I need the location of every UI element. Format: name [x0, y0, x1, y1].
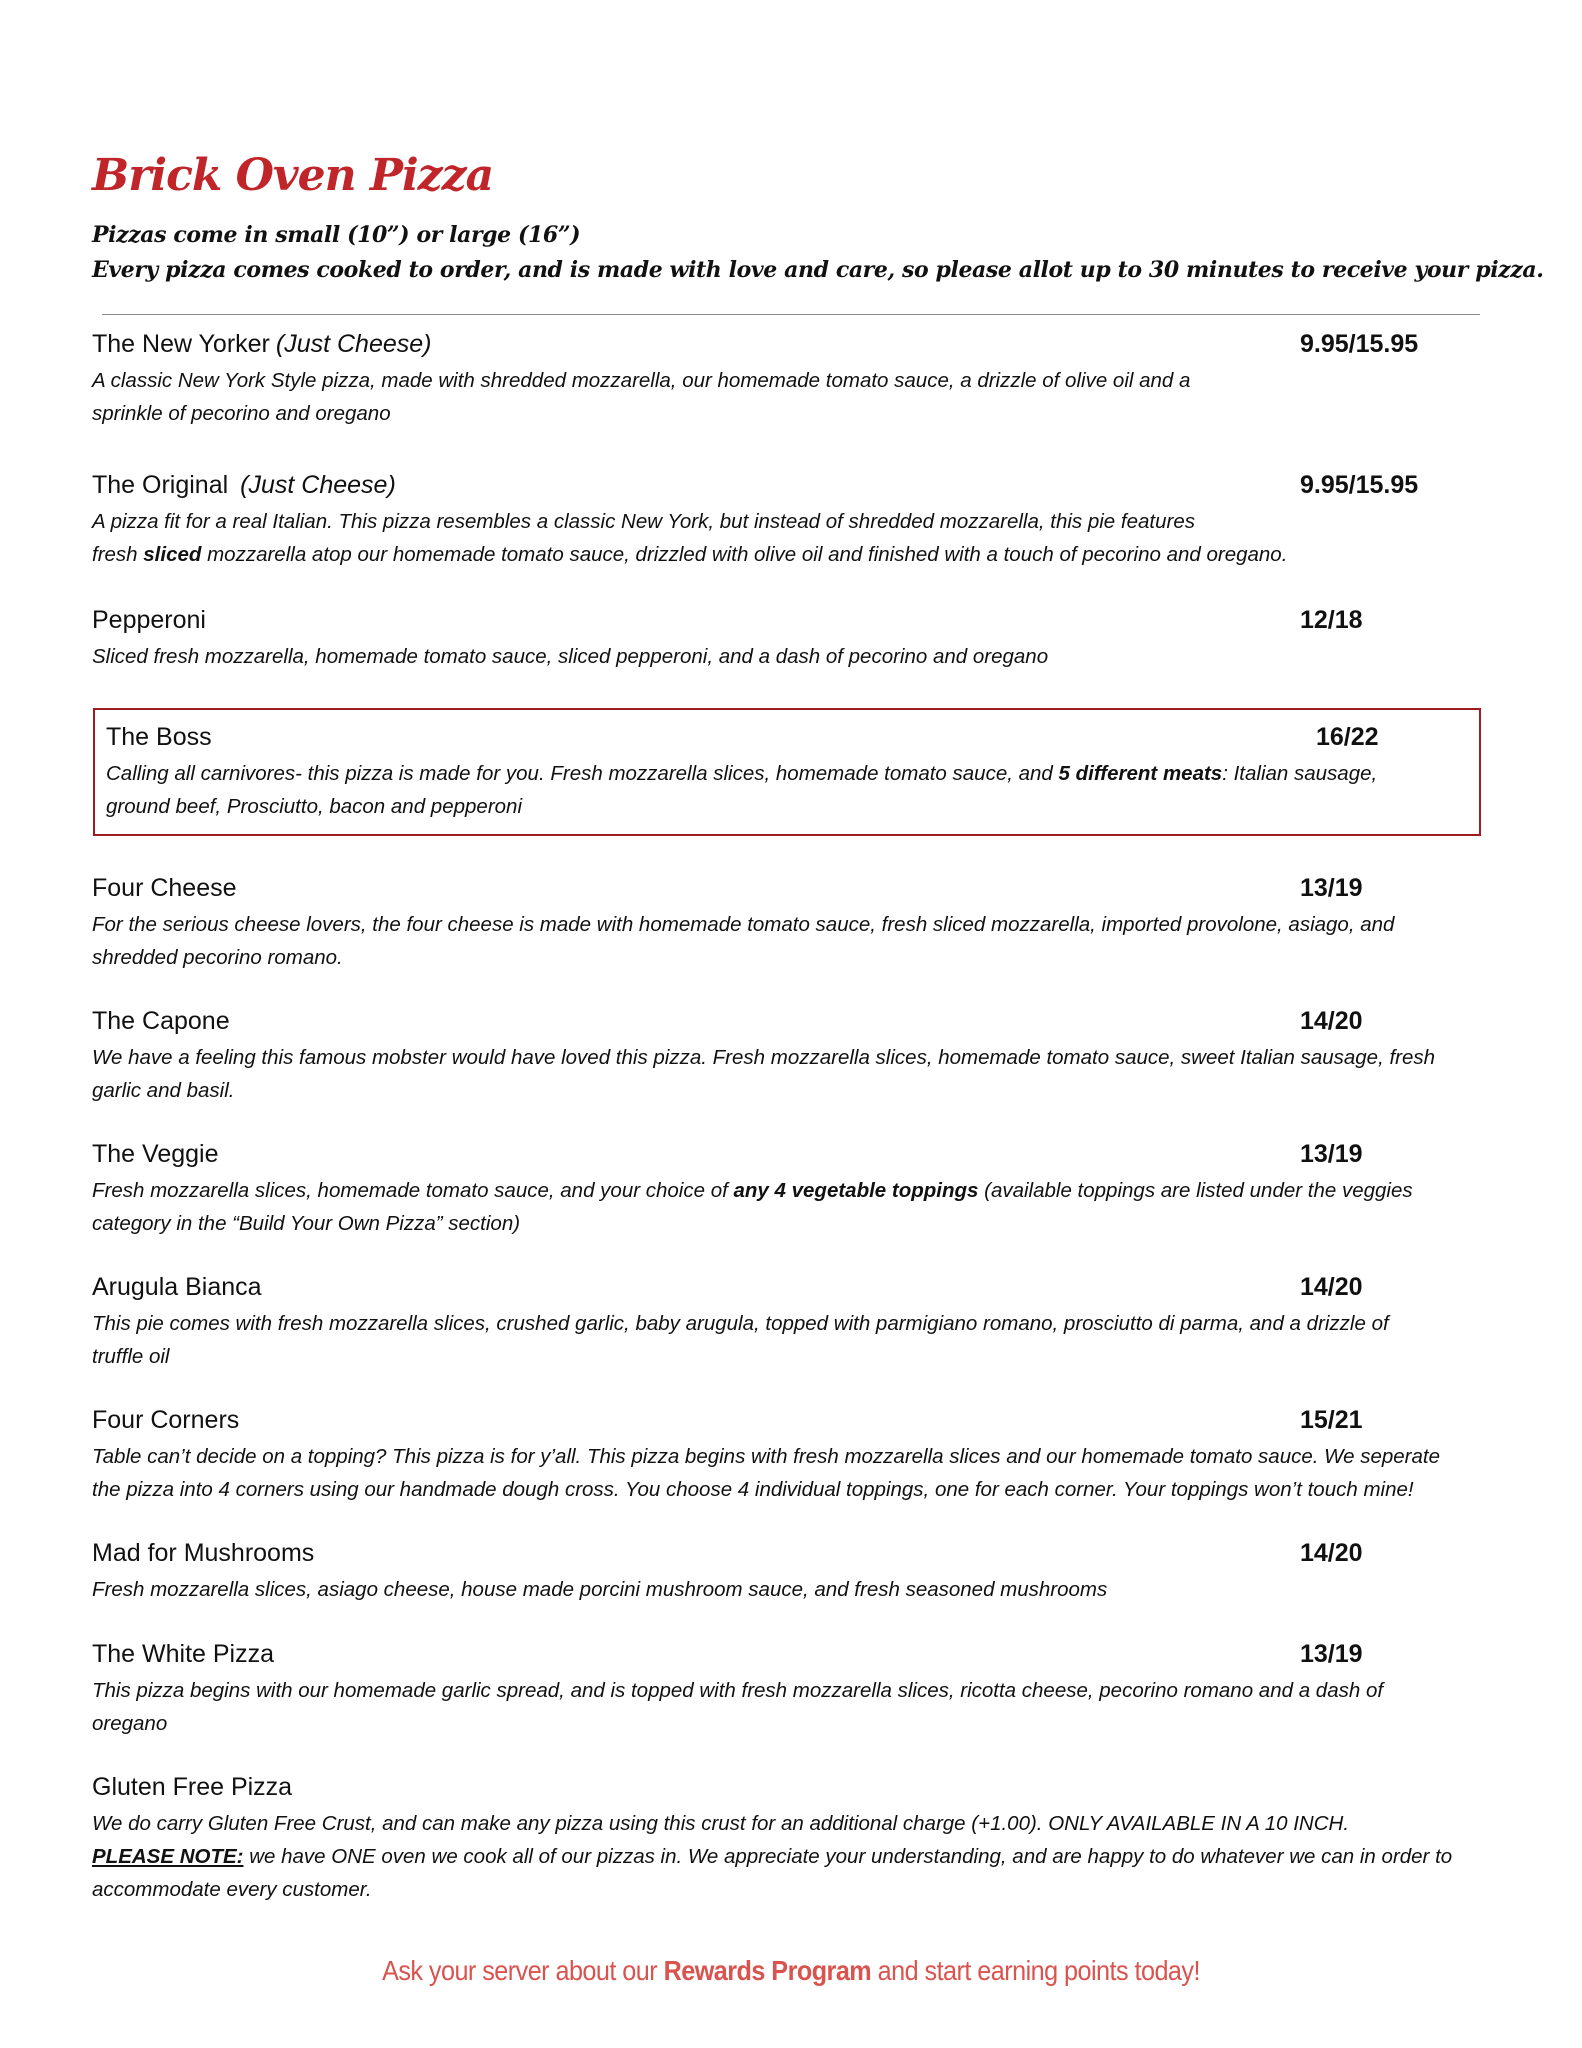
menu-item-new-yorker	[92, 330, 1492, 430]
item-description: A classic New York Style pizza, made with shredded mozzarella, our homemade tomato sauce, a drizzle of olive oil and a sprinkle of pecorino and oregano	[92, 369, 1191, 425]
item-description: Sliced fresh mozzarella, homemade tomato sauce, sliced pepperoni, and a dash of pecorino and oregano	[92, 645, 1049, 668]
menu-item-mad-for-mushrooms	[92, 1539, 1492, 1606]
item-description: For the serious cheese lovers, the four cheese is made with homemade tomato sauce, fresh sliced mozzarella, imported provolone, asiago, and shredded pecorino romano.	[92, 913, 1395, 969]
menu-item-original	[92, 471, 1492, 571]
item-name: Gluten Free Pizza	[92, 1773, 293, 1801]
item-description: A pizza fit for a real Italian. This pizza resembles a classic New York, but instead of shredded mozzarella, this pie features fresh sliced mozzarella atop our homemade tomato sauce, drizzled with olive oil and finished with a touch of pecorino and oregano.	[92, 510, 1288, 566]
item-name: The Veggie	[92, 1140, 219, 1168]
size-info: Pizzas come in small (10”) or large (16”)	[92, 222, 581, 248]
item-price: 9.95/15.95	[1300, 471, 1419, 499]
item-price: 13/19	[1300, 1140, 1363, 1168]
item-name: The Boss	[106, 723, 212, 751]
menu-item-capone	[92, 1007, 1492, 1107]
item-price: 14/20	[1300, 1007, 1363, 1035]
item-name: The New Yorker (Just Cheese)	[92, 330, 432, 358]
item-description: We do carry Gluten Free Crust, and can make any pizza using this crust for an additional charge (+1.00). ONLY AVAILABLE IN A 10 INCH. PLEASE NOTE: we have ONE oven we cook all of our pizzas in. We appreciate your understanding, and are happy to do whatever we can in order to accommodate every customer.	[92, 1812, 1453, 1901]
item-price: 12/18	[1300, 606, 1363, 634]
order-info: Every pizza comes cooked to order, and is made with love and care, so please allot up to 30 minutes to receive your pizza.	[92, 257, 1544, 283]
item-name: Four Cheese	[92, 874, 237, 902]
item-description: Fresh mozzarella slices, homemade tomato sauce, and your choice of any 4 vegetable toppings (available toppings are listed under the veggies category in the “Build Your Own Pizza” section)	[92, 1179, 1413, 1235]
item-description: This pie comes with fresh mozzarella slices, crushed garlic, baby arugula, topped with parmigiano romano, prosciutto di parma, and a drizzle of truffle oil	[92, 1312, 1389, 1368]
item-description: Fresh mozzarella slices, asiago cheese, house made porcini mushroom sauce, and fresh seasoned mushrooms	[92, 1578, 1108, 1601]
menu-item-four-corners	[92, 1406, 1492, 1506]
please-note-label: PLEASE NOTE:	[92, 1845, 244, 1868]
item-name: The White Pizza	[92, 1640, 275, 1668]
item-price: 13/19	[1300, 1640, 1363, 1668]
item-description: Table can’t decide on a topping? This pizza is for y’all. This pizza begins with fresh mozzarella slices and our homemade tomato sauce. We seperate the pizza into 4 corners using our handmade dough cross. You choose 4 individual toppings, one for each corner. Your toppings won’t touch mine!	[92, 1445, 1441, 1501]
menu-item-four-cheese	[92, 874, 1492, 974]
item-price: 15/21	[1300, 1406, 1363, 1434]
item-price: 14/20	[1300, 1539, 1363, 1567]
item-name: Four Corners	[92, 1406, 240, 1434]
item-price: 9.95/15.95	[1300, 330, 1419, 358]
item-name: The Capone	[92, 1007, 230, 1035]
item-name: The Original (Just Cheese)	[92, 471, 396, 499]
divider	[102, 314, 1480, 315]
item-price: 16/22	[1316, 723, 1379, 751]
menu-item-pepperoni	[92, 606, 1492, 673]
menu-item-arugula-bianca	[92, 1273, 1492, 1373]
item-name: Pepperoni	[92, 606, 206, 634]
item-description: Calling all carnivores- this pizza is made for you. Fresh mozzarella slices, homemade tomato sauce, and 5 different meats: Italian sausage, ground beef, Prosciutto, bacon and pepperoni	[106, 762, 1378, 818]
menu-item-gluten-free	[92, 1773, 1492, 1906]
rewards-program-label: Rewards Program	[663, 1955, 872, 1986]
item-description: This pizza begins with our homemade garlic spread, and is topped with fresh mozzarella slices, ricotta cheese, pecorino romano and a dash of oregano	[92, 1679, 1384, 1735]
rewards-footer: Ask your server about our Rewards Program and start earning points today!	[382, 1955, 1200, 1986]
menu-item-the-boss	[106, 723, 1506, 823]
item-name: Mad for Mushrooms	[92, 1539, 315, 1567]
item-price: 13/19	[1300, 874, 1363, 902]
item-name: Arugula Bianca	[92, 1273, 262, 1301]
menu-item-white-pizza	[92, 1640, 1492, 1740]
page-title: Brick Oven Pizza	[92, 150, 494, 201]
item-price: 14/20	[1300, 1273, 1363, 1301]
menu-item-veggie	[92, 1140, 1492, 1240]
item-description: We have a feeling this famous mobster would have loved this pizza. Fresh mozzarella slices, homemade tomato sauce, sweet Italian sausage, fresh garlic and basil.	[92, 1046, 1436, 1102]
